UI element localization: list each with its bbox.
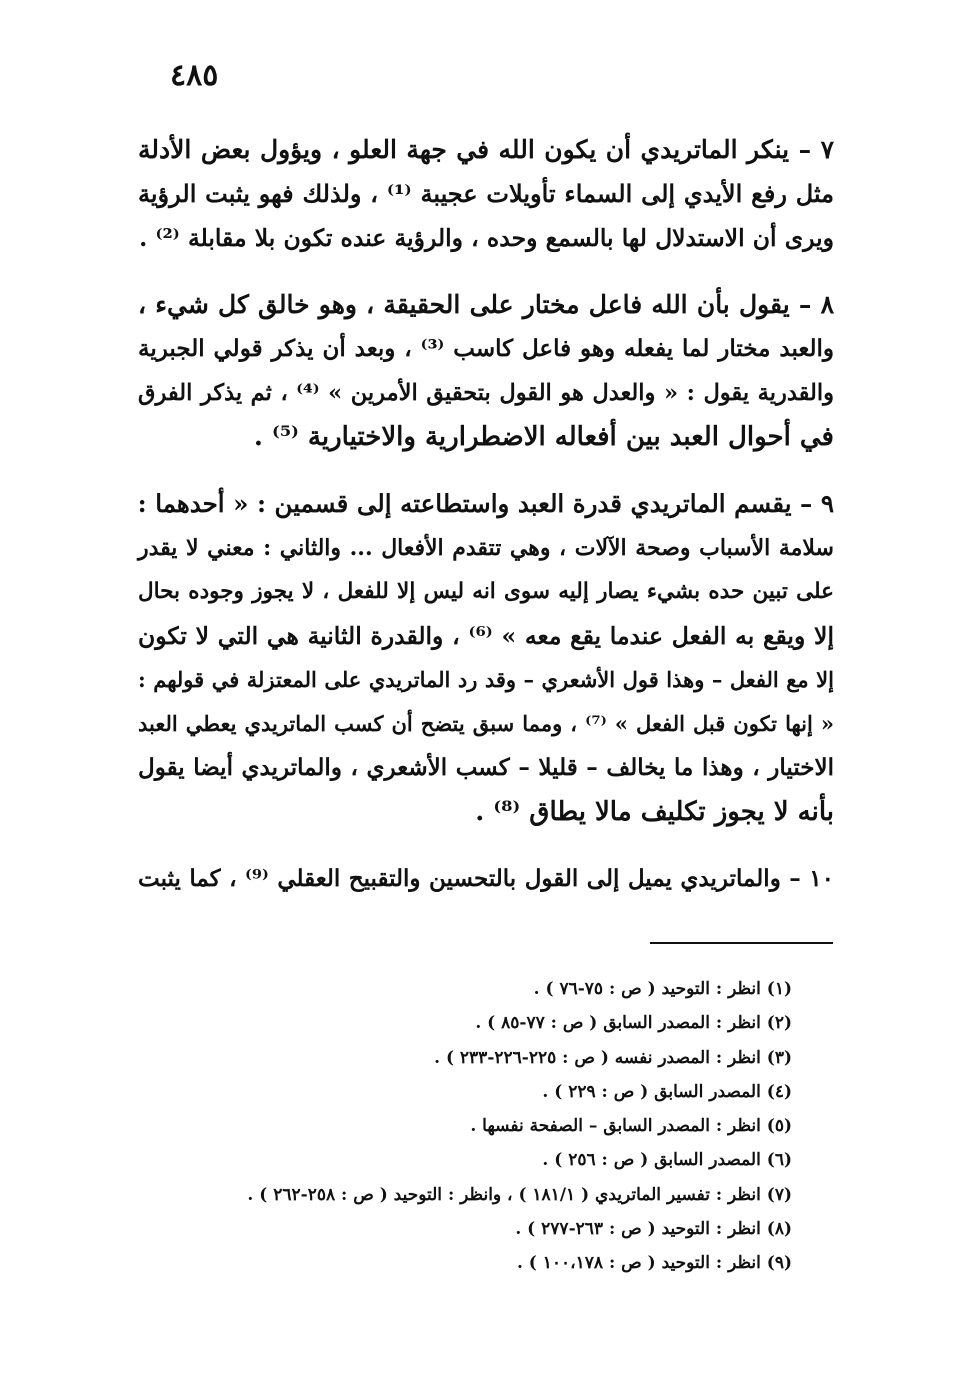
footnote-3: (٣) انظر : المصدر نفسه ( ص : ٢٢٥-٢٢٦-٢٣٣ ) . — [434, 1047, 792, 1068]
page-number: ٤٨٥ — [170, 58, 219, 93]
text-line: إلا ويقع به الفعل عندما يقع معه » ⁽⁶⁾ ، والقدرة الثانية هي التي لا تكون — [138, 622, 834, 650]
text-line: ٩ – يقسم الماتريدي قدرة العبد واستطاعته إلى قسمين : « أحدهما : — [137, 489, 834, 518]
text-line: « إنها تكون قبل الفعل » ⁽⁷⁾ ، ومما سبق يتضح أن كسب الماتريدي يعطي العبد — [138, 711, 835, 736]
footnote-8: (٨) انظر : التوحيد ( ص : ٢٦٣-٢٧٧ ) . — [515, 1219, 792, 1240]
footnote-1: (١) انظر : التوحيد ( ص : ٧٥-٧٦ ) . — [533, 979, 792, 999]
footnote-2: (٢) انظر : المصدر السابق ( ص : ٧٧-٨٥ ) . — [475, 1013, 792, 1034]
footnote-9: (٩) انظر : التوحيد ( ص : ١٠٠،١٧٨ ) . — [516, 1253, 792, 1274]
footnotes — [160, 972, 792, 1281]
paragraph-8 — [138, 283, 834, 459]
text-line: في أحوال العبد بين أفعاله الاضطرارية والاختيارية ⁽⁵⁾ . — [253, 422, 834, 452]
text-line: ٨ – يقول بأن الله فاعل مختار على الحقيقة ، وهو خالق كل شيء ، — [138, 290, 834, 319]
text-line: والعبد مختار لما يفعله وهو فاعل كاسب ⁽³⁾ ، وبعد أن يذكر قولي الجبرية — [138, 335, 834, 362]
text-line: إلا مع الفعل – وهذا قول الأشعري – وقد رد الماتريدي على المعتزلة في قولهم : — [138, 667, 834, 692]
text-line: والقدرية يقول : « والعدل هو القول بتحقيق الأمرين » ⁽⁴⁾ ، ثم يذكر الفرق — [138, 380, 834, 406]
text-line: ٧ – ينكر الماتريدي أن يكون الله في جهة العلو ، ويؤول بعض الأدلة — [138, 135, 834, 164]
footnote-separator — [650, 942, 833, 944]
footnote-4: (٤) المصدر السابق ( ص : ٢٢٩ ) . — [542, 1081, 792, 1102]
main-text — [138, 128, 834, 924]
text-line: على تبين حده بشيء يصار إليه سوى انه ليس إلا للفعل ، لا يجوز وجوده بحال — [138, 579, 834, 604]
footnote-5: (٥) انظر : المصدر السابق – الصفحة نفسها . — [470, 1116, 792, 1137]
footnote-7: (٧) انظر : تفسير الماتريدي ( ١٨١/١ ) ، وانظر : التوحيد ( ص : ٢٥٨-٢٦٢ ) . — [247, 1184, 792, 1205]
paragraph-10 — [138, 857, 834, 901]
footnote-6: (٦) المصدر السابق ( ص : ٢٥٦ ) . — [542, 1150, 792, 1171]
text-line: ١٠ – والماتريدي يميل إلى القول بالتحسين والتقبيح العقلي ⁽⁹⁾ ، كما يثبت — [138, 865, 835, 892]
paragraph-9 — [138, 482, 834, 834]
text-line: ويرى أن الاستدلال لها بالسمع وحده ، والرؤية عنده تكون بلا مقابلة ⁽²⁾ . — [139, 224, 834, 252]
paragraph-7 — [138, 128, 834, 260]
text-line: الاختيار ، وهذا ما يخالف – قليلا – كسب الأشعري ، والماتريدي أيضا يقول — [138, 754, 834, 781]
text-line: مثل رفع الأيدي إلى السماء تأويلات عجيبة ⁽¹⁾ ، ولذلك فهو يثبت الرؤية — [138, 179, 834, 208]
text-line: سلامة الأسباب وصحة الآلات ، وهي تتقدم الأفعال ... والثاني : معني لا يقدر — [138, 535, 834, 561]
text-line: بأنه لا يجوز تكليف مالا يطاق ⁽⁸⁾ . — [475, 797, 834, 827]
